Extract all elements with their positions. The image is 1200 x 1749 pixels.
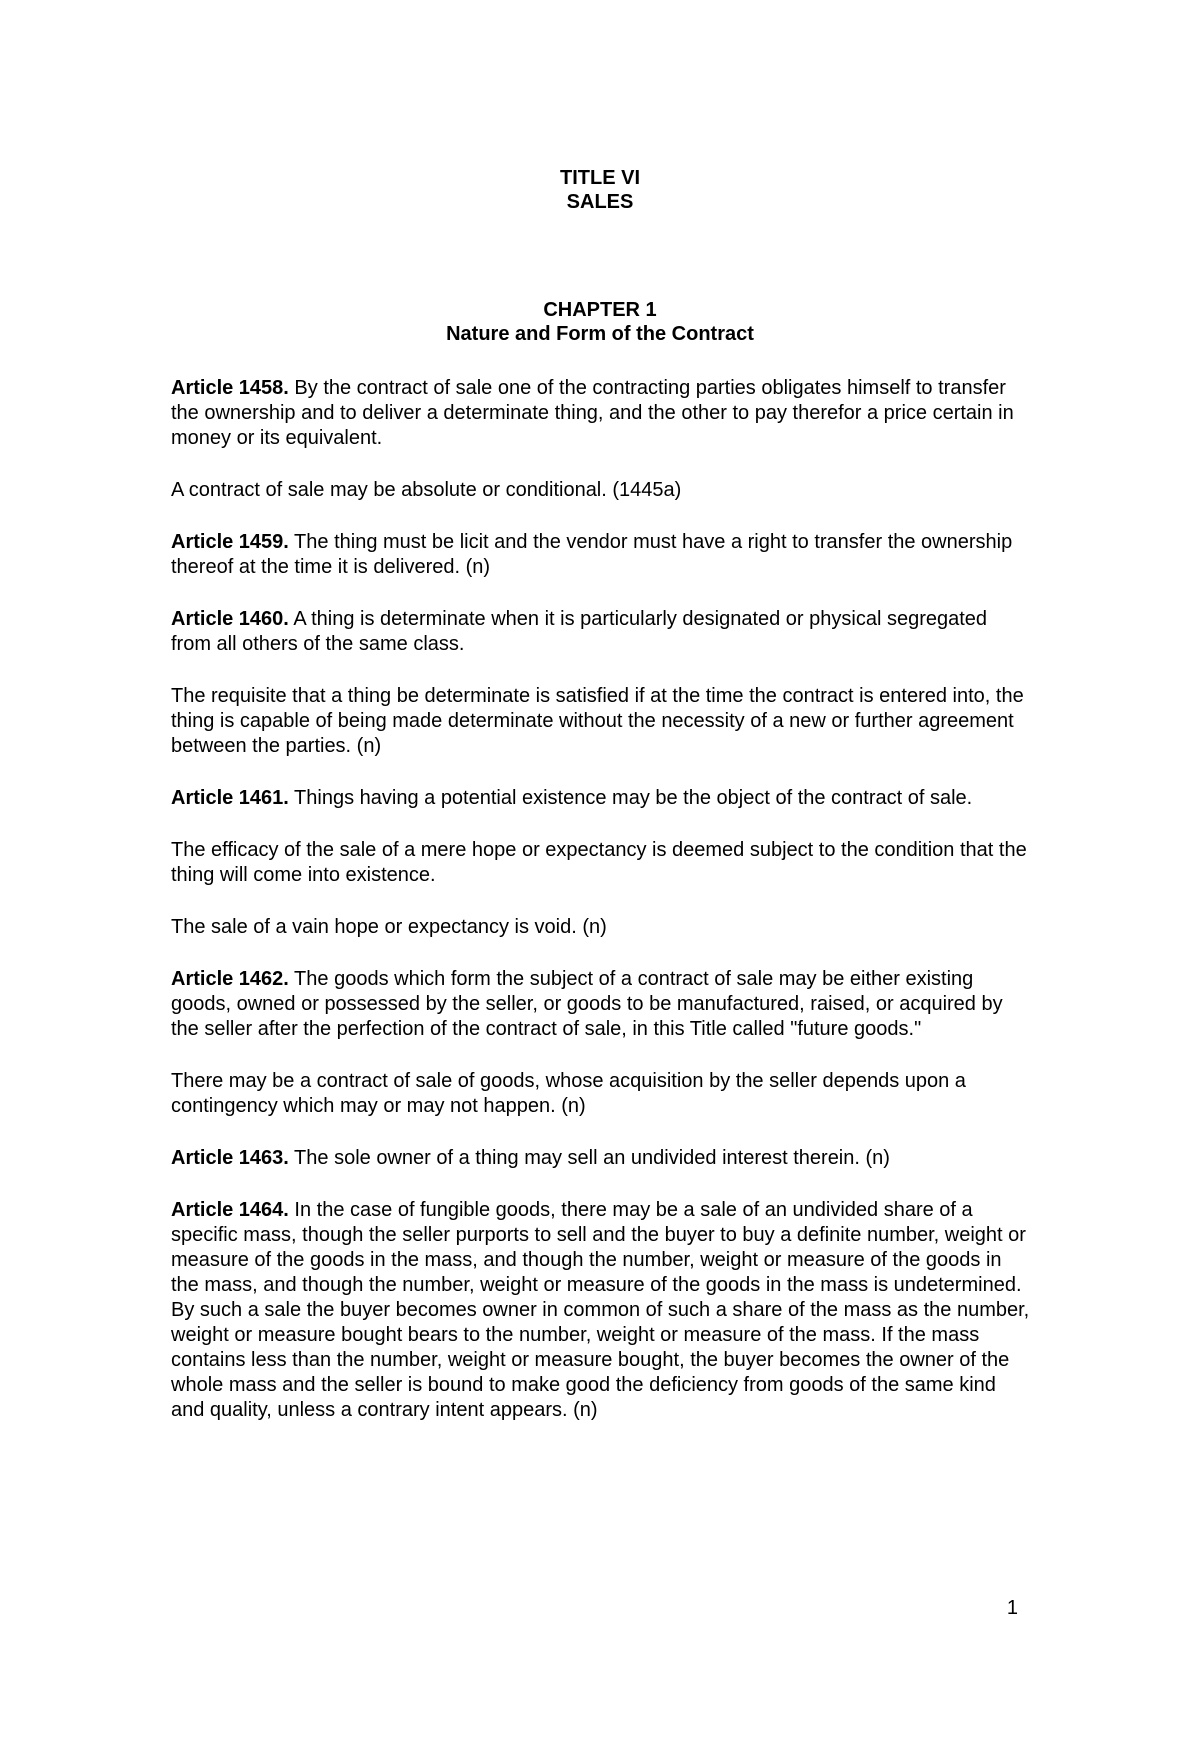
article-label: Article 1462. xyxy=(171,968,289,990)
article-label: Article 1463. xyxy=(171,1147,289,1169)
page-number: 1 xyxy=(1006,1597,1018,1619)
chapter-number: CHAPTER 1 xyxy=(543,299,657,321)
paragraph-article-1460 xyxy=(171,607,1031,657)
title-name: SALES xyxy=(566,191,634,213)
article-label: Article 1460. xyxy=(171,608,289,630)
paragraph-text: The thing must be licit and the vendor must have a right to transfer the ownership thereof at the time it is delivered. (n) xyxy=(171,531,1013,578)
paragraph-article-1458 xyxy=(171,376,1031,451)
paragraph-text: In the case of fungible goods, there may be a sale of an undivided share of a specific mass, though the seller purports to sell and the buyer to buy a definite number, weight or measure of the goods in the mass, and though the number, weight or measure of the goods in the mass, and though the number, weight or measure of the goods in the mass is undetermined. By such a sale the buyer becomes owner in common of such a share of the mass as the number, weight or measure bought bears to the number, weight or measure of the mass. If the mass contains less than the number, weight or measure bought, the buyer becomes the owner of the whole mass and the seller is bound to make good the deficiency from goods of the same kind and quality, unless a contrary intent appears. (n) xyxy=(171,1199,1030,1421)
paragraph-text: There may be a contract of sale of goods, whose acquisition by the seller depends upon a contingency which may or may not happen. (n) xyxy=(171,1070,966,1117)
paragraph-article-1462-2 xyxy=(171,1069,1031,1119)
article-label: Article 1458. xyxy=(171,377,289,399)
title-number: TITLE VI xyxy=(560,167,640,189)
chapter-heading xyxy=(0,298,1200,346)
paragraph-text: By the contract of sale one of the contracting parties obligates himself to transfer the ownership and to deliver a determinate thing, and the other to pay therefor a price certain in money or its equivalent. xyxy=(171,377,1014,449)
paragraph-text: A contract of sale may be absolute or conditional. (1445a) xyxy=(171,479,682,501)
paragraph-article-1460-2 xyxy=(171,684,1031,759)
paragraph-text: A thing is determinate when it is particularly designated or physical segregated from all others of the same class. xyxy=(171,608,988,655)
title-heading xyxy=(0,166,1200,214)
paragraph-article-1458-2 xyxy=(171,478,1031,503)
paragraph-text: The sole owner of a thing may sell an undivided interest therein. (n) xyxy=(288,1147,890,1169)
paragraph-article-1461-3 xyxy=(171,915,1031,940)
article-label: Article 1464. xyxy=(171,1199,289,1221)
paragraph-text: The goods which form the subject of a contract of sale may be either existing goods, owned or possessed by the seller, or goods to be manufactured, raised, or acquired by the seller after the perfection of the contract of sale, in this Title called "future goods." xyxy=(171,968,1003,1040)
paragraph-text: The requisite that a thing be determinate is satisfied if at the time the contract is entered into, the thing is capable of being made determinate without the necessity of a new or further agreement between the parties. (n) xyxy=(171,685,1024,757)
chapter-name: Nature and Form of the Contract xyxy=(446,323,754,345)
paragraph-article-1459 xyxy=(171,530,1031,580)
article-label: Article 1461. xyxy=(171,787,289,809)
paragraph-text: The efficacy of the sale of a mere hope or expectancy is deemed subject to the condition that the thing will come into existence. xyxy=(171,839,1027,886)
paragraph-text: The sale of a vain hope or expectancy is void. (n) xyxy=(171,916,607,938)
paragraph-article-1464 xyxy=(171,1198,1031,1423)
paragraph-article-1462 xyxy=(171,967,1031,1042)
paragraph-article-1461-2 xyxy=(171,838,1031,888)
article-label: Article 1459. xyxy=(171,531,289,553)
document-body xyxy=(171,376,1031,1450)
paragraph-article-1461 xyxy=(171,786,1031,811)
paragraph-article-1463 xyxy=(171,1146,1031,1171)
paragraph-text: Things having a potential existence may be the object of the contract of sale. xyxy=(288,787,973,809)
